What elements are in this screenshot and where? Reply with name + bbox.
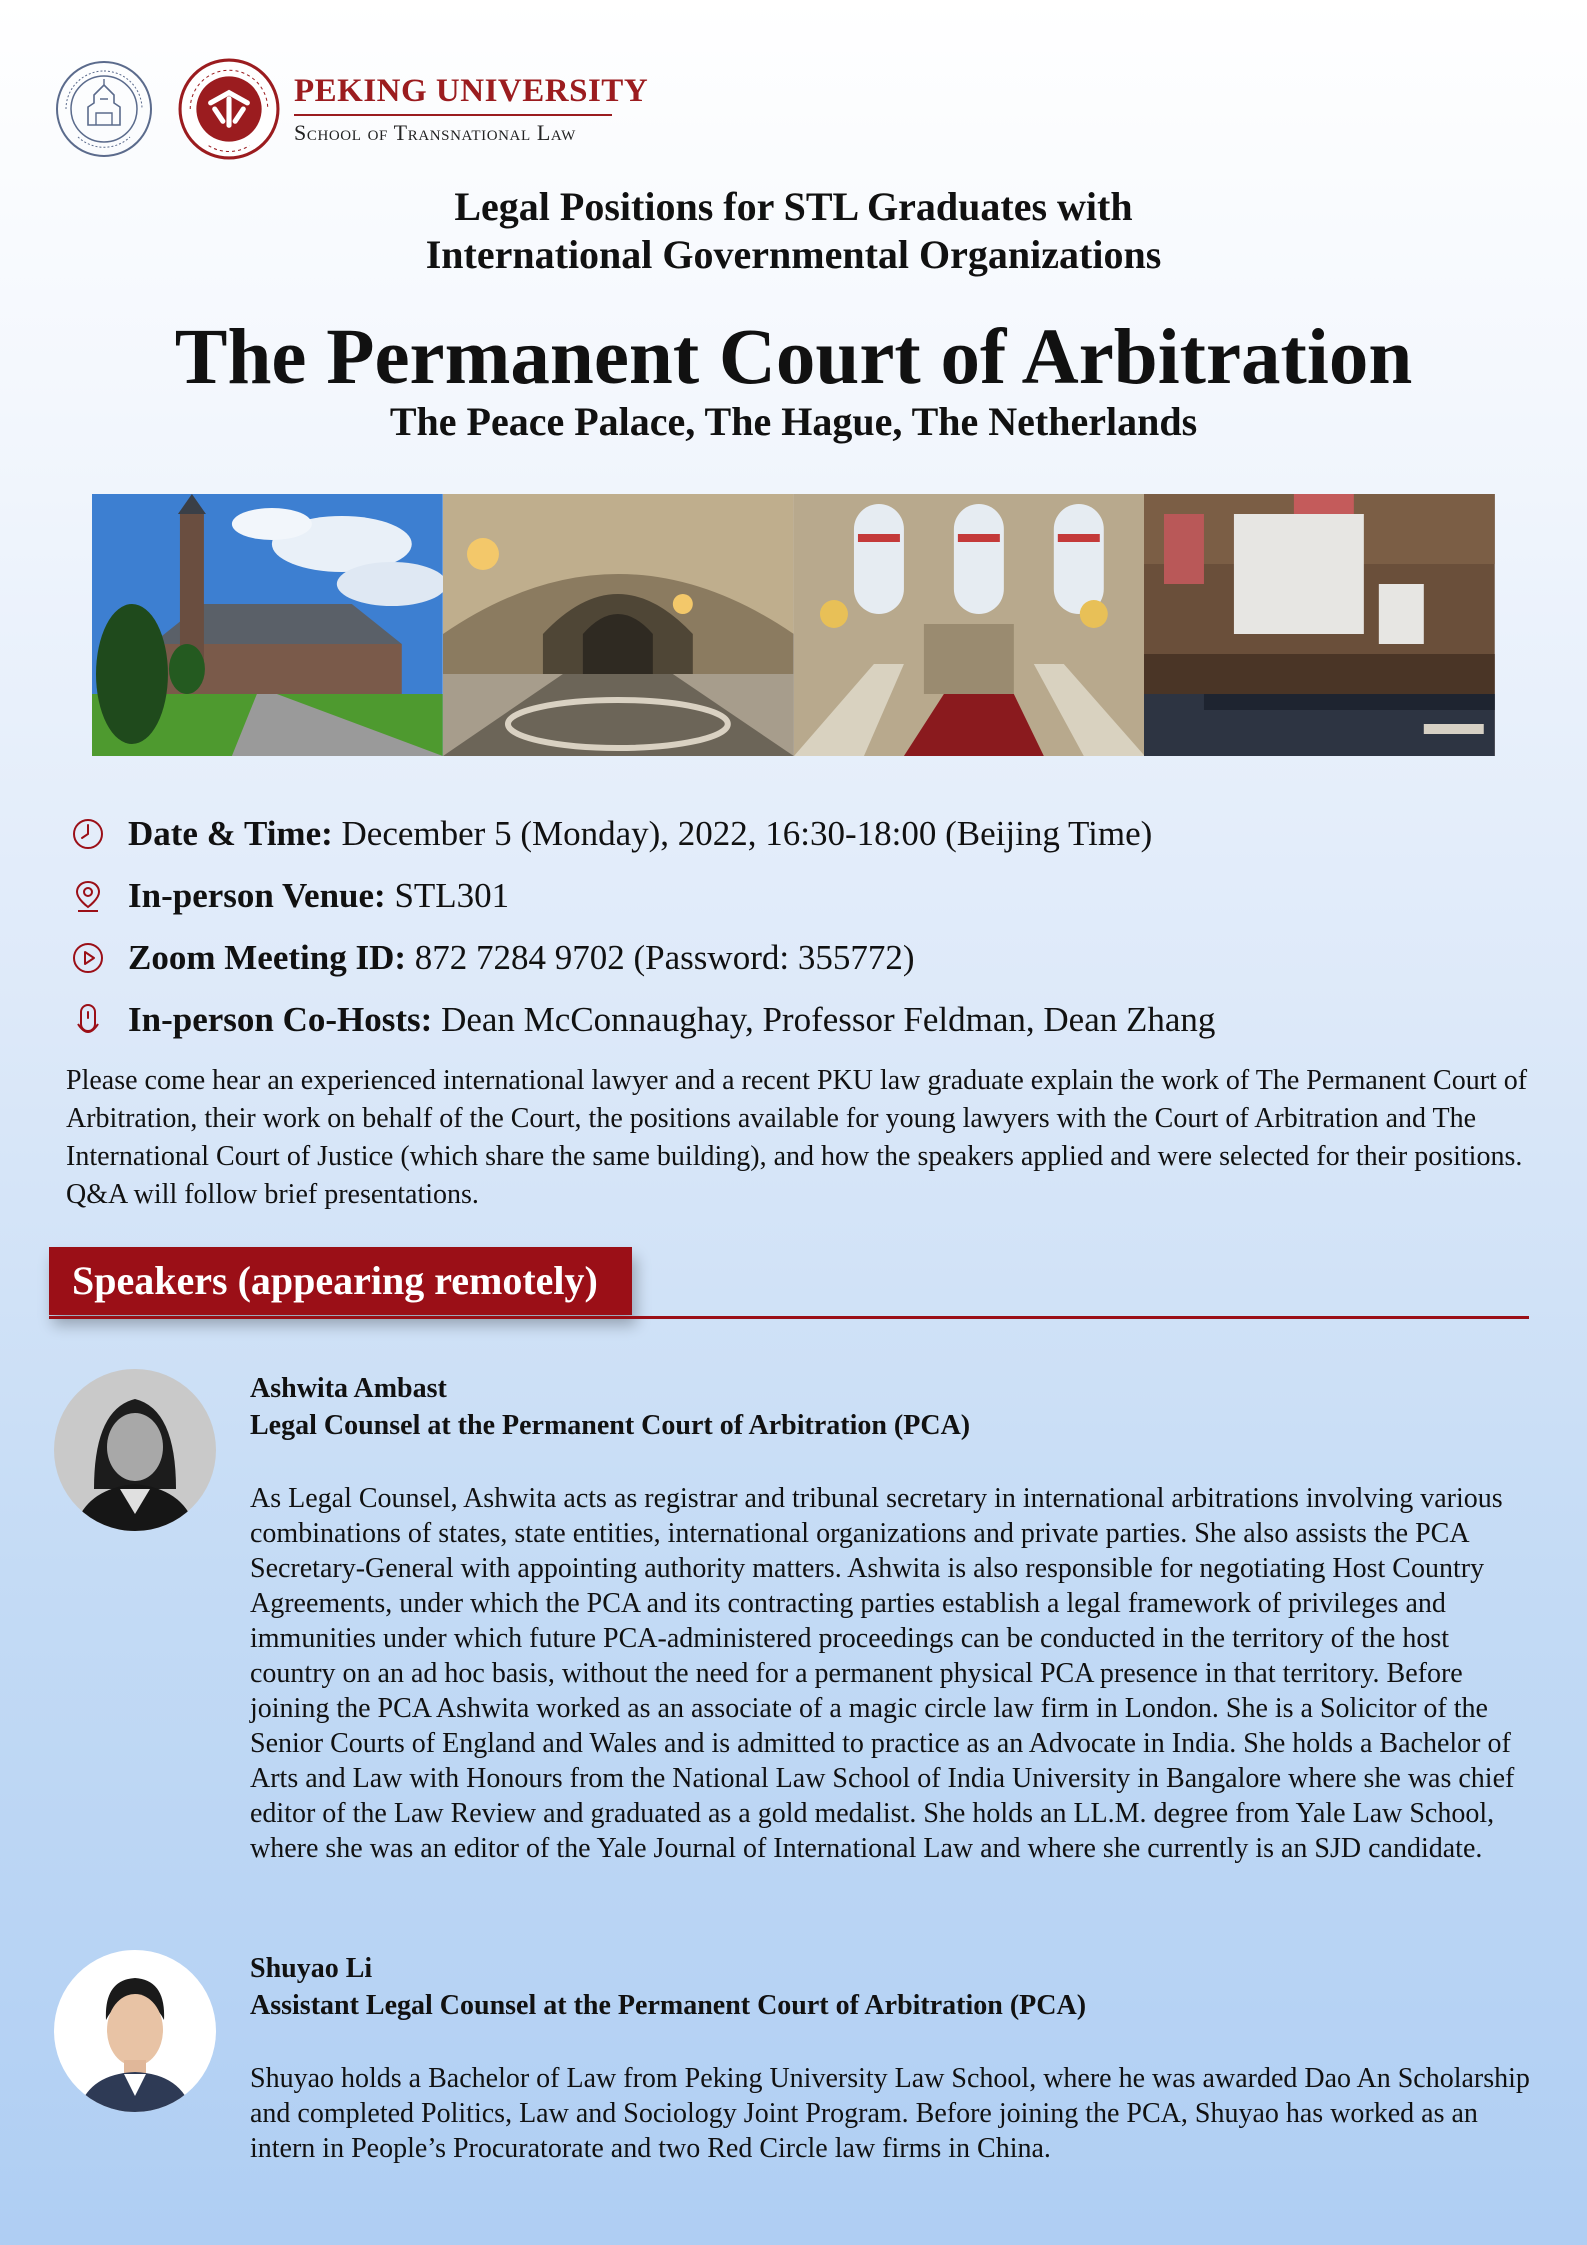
play-icon — [68, 938, 108, 978]
logo-bar — [54, 57, 648, 161]
speaker-bio: As Legal Counsel, Ashwita acts as registrar and tribunal secretary in international arbitrations involving various combinations of states, state entities, international organizations and private parties. She also assists the PCA Secretary-General with appointing authority matters. Ashwita is also responsible for negotiating Host Country Agreements, under which the PCA and its contracting parties establish a legal framework of privileges and immunities under which future PCA-administered proceedings can be conducted in the territory of the host country on an ad hoc basis, without the need for a permanent physical PCA presence in that territory. Before joining the PCA Ashwita worked as an associate of a magic circle law firm in London. She is a Solicitor of the Senior Courts of England and Wales and is admitted to practice as an Advocate in India. She holds a Bachelor of Arts and Law with Honours from the National Law School of India University in Bangalore where she was chief editor of the Law Review and graduated as a gold medalist. She holds an LL.M. degree from Yale Law School, where she was an editor of the Yale Journal of International Law and where she currently is an SJD candidate. — [250, 1483, 1515, 1864]
detail-cohosts-text — [128, 1000, 1215, 1040]
microphone-icon — [68, 1000, 108, 1040]
detail-date-time — [64, 803, 1524, 865]
event-description: Please come hear an experienced international lawyer and a recent PKU law graduate explain the work of The Permanent Court of Arbitration, their work on behalf of the Court, the positions available for young lawyers with the Court of Arbitration and The International Court of Justice (which share the same building), and how the speakers applied and were selected for their positions. Q&A will follow brief presentations. — [66, 1065, 1528, 1210]
detail-date-time-text — [128, 814, 1152, 854]
detail-zoom-text — [128, 938, 914, 978]
speaker-name: Ashwita Ambast — [250, 1373, 447, 1404]
detail-value: Dean McConnaughay, Professor Feldman, Dean Zhang — [432, 1000, 1216, 1039]
event-title: The Permanent Court of Arbitration — [174, 314, 1413, 401]
peace-palace-exterior-photo — [92, 494, 443, 756]
university-name: PEKING UNIVERSITY — [294, 72, 649, 109]
detail-label: In-person Venue: — [128, 876, 386, 915]
speaker-shuyao — [250, 1950, 1540, 2166]
school-name: School of Transnational Law — [294, 119, 576, 145]
speaker-role: Assistant Legal Counsel at the Permanent Court of Arbitration (PCA) — [250, 1990, 1087, 2021]
detail-value: 872 7284 9702 (Password: 355772) — [406, 938, 915, 977]
detail-label: Zoom Meeting ID: — [128, 938, 407, 977]
peace-palace-staircase-photo — [794, 494, 1145, 756]
speaker-name: Shuyao Li — [250, 1953, 373, 1984]
detail-label: In-person Co-Hosts: — [128, 1000, 433, 1039]
detail-venue-text — [128, 876, 509, 916]
speakers-divider — [49, 1316, 1529, 1319]
speaker-bio: Shuyao holds a Bachelor of Law from Peking University Law School, where he was awarded Dao An Scholarship and completed Politics, Law and Sociology Joint Program. Before joining the PCA, Shuyao has worked as an intern in People’s Procuratorate and two Red Circle law firms in China. — [250, 2063, 1530, 2164]
series-title-line1: Legal Positions for STL Graduates with — [454, 184, 1133, 229]
peace-palace-courtroom-photo — [1144, 494, 1495, 756]
photo-strip — [92, 494, 1495, 756]
speaker-avatar-ashwita — [54, 1369, 216, 1531]
detail-value: STL301 — [385, 876, 510, 915]
detail-value: December 5 (Monday), 2022, 16:30-18:00 (Beijing Time) — [332, 814, 1153, 853]
speaker-role: Legal Counsel at the Permanent Court of Arbitration (PCA) — [250, 1410, 971, 1441]
speaker-ashwita — [250, 1370, 1540, 1866]
detail-cohosts — [64, 989, 1524, 1051]
detail-label: Date & Time: — [128, 814, 333, 853]
wordmark-divider — [294, 114, 612, 116]
clock-icon — [68, 814, 108, 854]
series-title-line2: International Governmental Organizations — [425, 232, 1162, 277]
speaker-avatar-shuyao — [54, 1950, 216, 2112]
event-details — [64, 803, 1524, 1051]
event-location: The Peace Palace, The Hague, The Netherlands — [389, 399, 1198, 444]
pku-seal-logo — [178, 58, 280, 160]
detail-zoom — [64, 927, 1524, 989]
location-pin-icon — [68, 876, 108, 916]
pca-seal-logo — [54, 59, 154, 159]
detail-venue — [64, 865, 1524, 927]
series-title — [0, 183, 1587, 279]
pku-wordmark — [294, 72, 649, 145]
peace-palace-hallway-photo — [443, 494, 794, 756]
speakers-section-header: Speakers (appearing remotely) — [49, 1247, 632, 1315]
